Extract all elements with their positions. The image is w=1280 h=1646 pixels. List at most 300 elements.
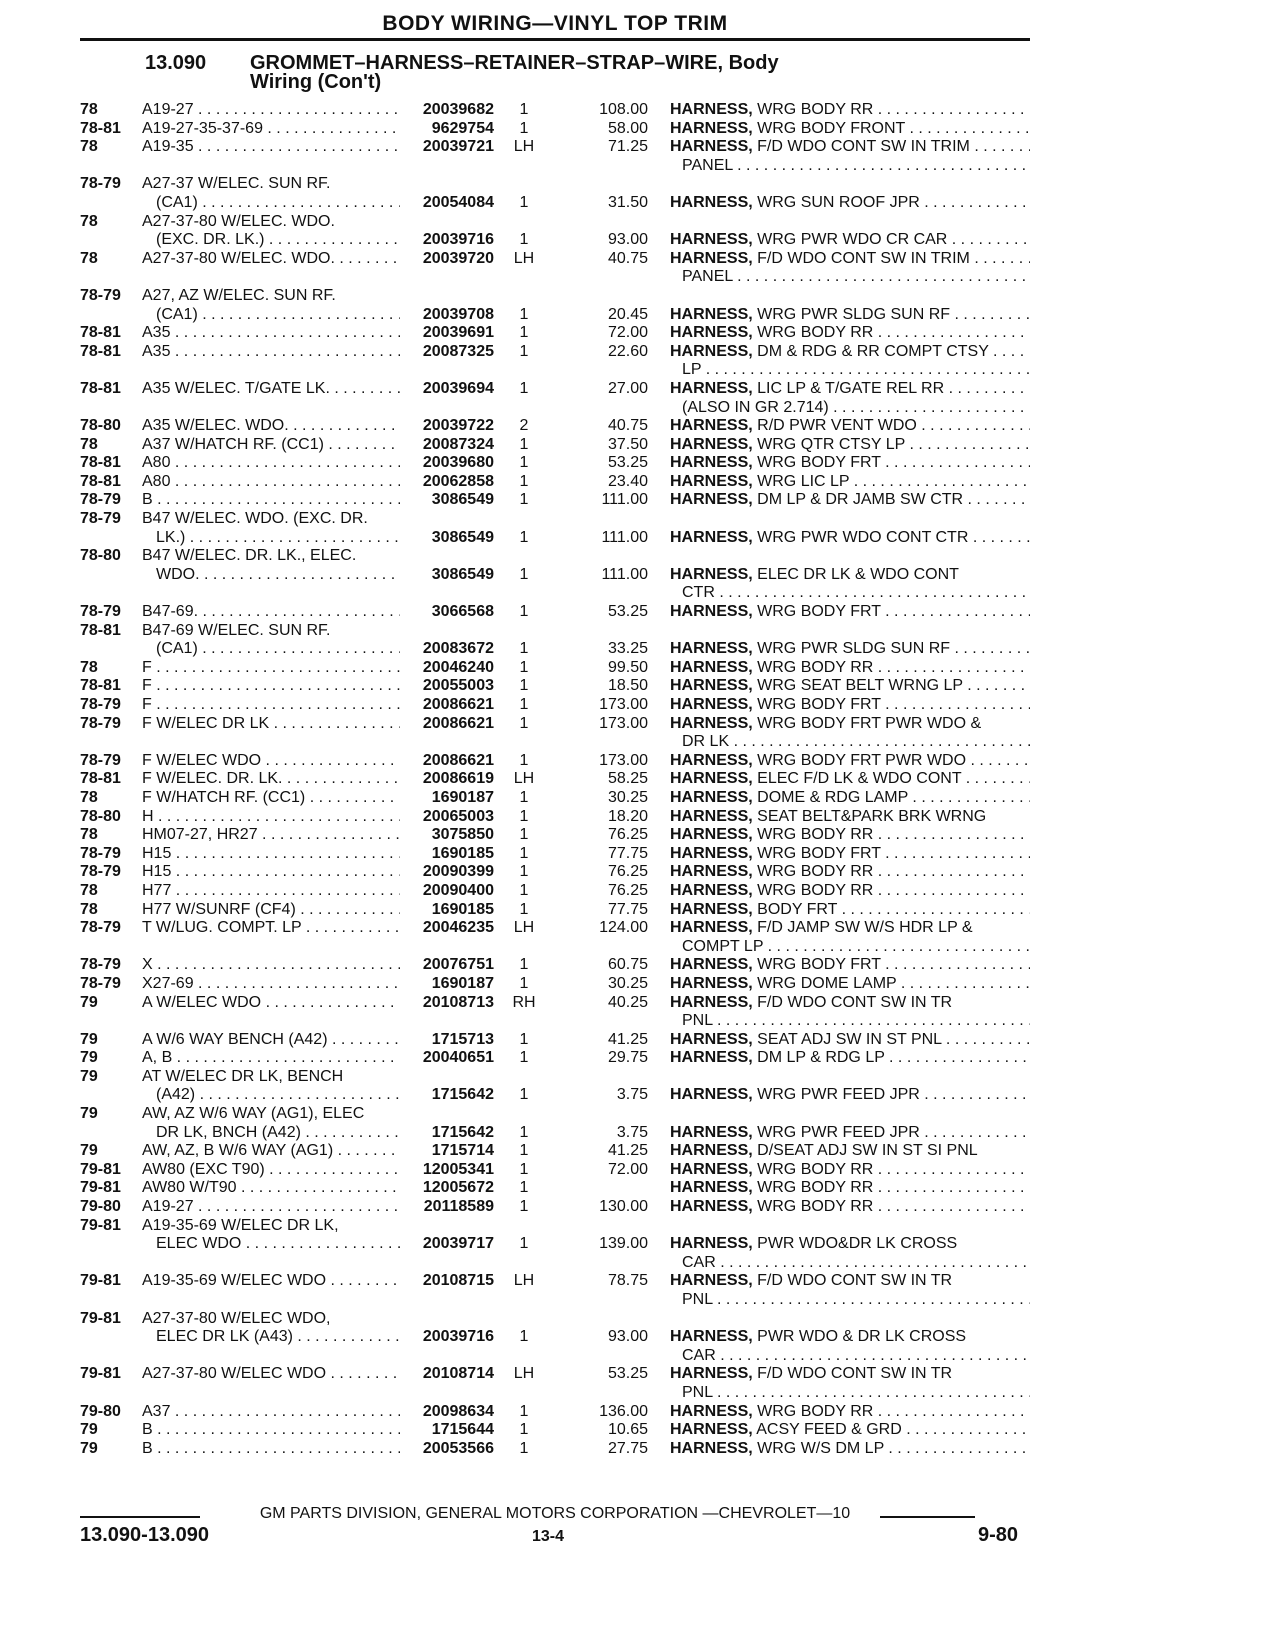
row-price: 108.00 [599,101,648,118]
row-price: 30.25 [607,974,648,992]
row-model: B47-69 W/ELEC. SUN RF. [142,621,331,639]
row-description-text: SEAT BELT&PARK BRK WRNG [757,807,987,825]
row-year: 79-81 [80,1365,121,1383]
row-quantity: 1 [519,324,529,342]
row-model: A27-37 W/ELEC. SUN RF. [142,175,331,193]
row-description-text: CAR [682,1346,716,1364]
row-description [670,956,1030,975]
table-row [80,343,1030,362]
row-price: 76.25 [607,826,648,844]
row-year: 78 [80,881,98,899]
table-row [80,268,1030,287]
row-year: 78-79 [80,491,121,509]
row-description-text: D/SEAT ADJ SW IN ST SI PNL [757,1142,978,1160]
row-part-number: 20046235 [400,919,494,938]
table-row [80,994,1030,1013]
row-quantity: 1 [519,1402,529,1420]
row-price: 130.00 [599,1198,648,1216]
row-quantity: 1 [519,1439,529,1457]
table-row [80,938,1030,957]
row-year: 79 [80,1067,98,1085]
row-description-text: WRG QTR CTSY LP [757,435,906,453]
row-description-head: HARNESS, [670,788,753,806]
table-row [80,1328,1030,1347]
table-row [80,1272,1030,1291]
row-model: ELEC WDO . . . [142,1235,472,1254]
row-model: A27-37-80 W/ELEC WDO . . . [142,1365,472,1384]
table-row [80,138,1030,157]
row-price: 139.00 [599,1235,648,1253]
row-description-text: LIC LP & T/GATE REL RR [757,379,945,397]
row-quantity: 2 [519,417,529,435]
row-description-text: WRG PWR SLDG SUN RF [757,305,951,323]
table-row [80,640,1030,659]
row-model: X . . . [142,956,472,975]
footer-page-number: 13-4 [532,1528,565,1545]
row-price: 53.25 [607,603,648,621]
row-description [670,194,1030,213]
row-year: 78 [80,138,98,156]
row-description [670,752,1030,771]
row-model: A, B . . . [142,1049,472,1068]
row-description [670,1421,1030,1440]
table-row [80,1161,1030,1180]
table-row [80,826,1030,845]
row-description [670,1365,1030,1384]
row-model: F W/ELEC DR LK . . . [142,715,472,734]
row-description [670,1384,1030,1403]
row-description-text: WRG BODY FRT [757,603,881,621]
row-price: 41.25 [607,1142,648,1160]
row-quantity: LH [513,919,535,937]
row-quantity: 1 [519,193,529,211]
row-price: 60.75 [607,956,648,974]
row-quantity: 1 [519,1160,529,1178]
row-price: 30.25 [607,788,648,806]
table-row [80,956,1030,975]
row-model: B . . . [142,491,472,510]
row-part-number: 20054084 [400,194,494,213]
table-row [80,566,1030,585]
row-description [670,603,1030,622]
table-row [80,250,1030,269]
row-year: 78-81 [80,454,121,472]
row-description-text: BODY FRT [757,900,838,918]
table-row [80,696,1030,715]
row-description-text: PANEL [682,156,733,174]
row-model: F W/ELEC. DR. LK. . . . [142,770,472,789]
row-price: 20.45 [607,305,648,323]
row-description-head: HARNESS, [670,770,753,788]
row-price: 41.25 [607,1030,648,1048]
row-model: A27-37-80 W/ELEC WDO, [142,1309,331,1327]
row-quantity: 1 [519,1142,529,1160]
row-price: 124.00 [599,919,648,937]
row-description-head: HARNESS, [670,379,753,397]
row-description [670,1235,1030,1254]
table-row [80,845,1030,864]
row-model: B47 W/ELEC. WDO. (EXC. DR. [142,510,368,528]
row-model: A W/6 WAY BENCH (A42) . . . [142,1031,472,1050]
row-year: 79 [80,1105,98,1123]
row-description-head: HARNESS, [670,1272,753,1290]
row-quantity: 1 [519,900,529,918]
row-description [670,882,1030,901]
row-part-number: 20108714 [400,1365,494,1384]
table-row [80,622,1030,641]
row-price: 29.75 [607,1049,648,1067]
row-description-head: HARNESS, [670,1439,753,1457]
table-row [80,1124,1030,1143]
row-part-number: 20118589 [400,1198,494,1217]
row-quantity: 1 [519,119,529,137]
row-description-text: DM & RDG & RR COMPT CTSY [757,342,989,360]
row-year: 78-79 [80,175,121,193]
row-description [670,268,1030,287]
table-row [80,510,1030,529]
row-description-head: HARNESS, [670,714,753,732]
row-year: 78-81 [80,324,121,342]
row-model: AW, AZ, B W/6 WAY (AG1) . . . [142,1142,472,1161]
row-quantity: 1 [519,231,529,249]
row-description-text: F/D WDO CONT SW IN TR [757,1365,953,1383]
row-description [670,417,1030,436]
row-description-text: WRG BODY FRT PWR WDO & [757,714,982,732]
row-description [670,454,1030,473]
row-quantity: RH [512,993,536,1011]
row-model: (CA1) . . . [142,640,472,659]
row-part-number: 20039691 [400,324,494,343]
row-description-head: HARNESS, [670,1235,753,1253]
table-row [80,1049,1030,1068]
row-description-head: HARNESS, [670,472,753,490]
row-part-number: 20108713 [400,994,494,1013]
row-description [670,1142,1030,1161]
row-model: F . . . [142,677,472,696]
row-price: 3.75 [616,1086,648,1104]
table-row [80,547,1030,566]
row-description-head: HARNESS, [670,919,753,937]
row-description-head: HARNESS, [670,1142,753,1160]
row-year: 78-81 [80,621,121,639]
table-row [80,863,1030,882]
row-model: H . . . [142,808,472,827]
row-price: 136.00 [599,1402,648,1420]
row-description [670,659,1030,678]
row-description-head: HARNESS, [670,677,753,695]
row-quantity: 1 [519,472,529,490]
row-description-text: WRG BODY FRT [757,956,881,974]
row-description-head: HARNESS, [670,417,753,435]
row-year: 78-79 [80,844,121,862]
row-year: 78-81 [80,472,121,490]
row-description [670,584,1030,603]
row-quantity: 1 [519,658,529,676]
row-description [670,138,1030,157]
table-row [80,1440,1030,1459]
row-description-head: HARNESS, [670,1421,753,1439]
row-description [670,1291,1030,1310]
row-model: F W/HATCH RF. (CC1) . . . [142,789,472,808]
row-description-head: HARNESS, [670,993,753,1011]
row-quantity: 1 [519,1049,529,1067]
row-part-number: 20039720 [400,250,494,269]
row-description [670,1179,1030,1198]
row-description-text: PNL [682,1291,713,1308]
row-description-head: HARNESS, [670,454,753,472]
row-description-text: WRG SEAT BELT WRNG LP [757,677,963,695]
row-model: (A42) . . . [142,1086,472,1105]
row-part-number: 20086621 [400,715,494,734]
table-row [80,603,1030,622]
row-price: 31.50 [607,193,648,211]
row-description-head: HARNESS, [670,1402,753,1420]
table-row [80,101,1030,120]
row-description [670,157,1030,176]
row-description [670,901,1030,920]
row-description-head: HARNESS, [670,1123,753,1141]
row-price: 76.25 [607,881,648,899]
row-year: 79 [80,993,98,1011]
page-header: BODY WIRING—VINYL TOP TRIM [80,12,1030,41]
row-quantity: 1 [519,1030,529,1048]
row-description-text: WRG BODY RR [757,1198,874,1216]
row-price: 173.00 [599,714,648,732]
row-description [670,343,1030,362]
row-description [670,120,1030,139]
row-part-number: 3086549 [400,566,494,585]
row-description-text: ACSY FEED & GRD [756,1421,902,1439]
row-part-number: 20090400 [400,882,494,901]
row-description [670,733,1030,752]
row-year: 78-79 [80,286,121,304]
table-row [80,659,1030,678]
row-description-head: HARNESS, [670,603,753,621]
row-description [670,1086,1030,1105]
row-year: 79 [80,1142,98,1160]
row-part-number: 20062858 [400,473,494,492]
row-description [670,436,1030,455]
row-description [670,808,1030,827]
row-description-head: HARNESS, [670,119,753,137]
row-quantity: 1 [519,881,529,899]
row-description [670,491,1030,510]
table-row [80,231,1030,250]
row-quantity: 1 [519,1086,529,1104]
table-row [80,306,1030,325]
row-part-number: 3075850 [400,826,494,845]
row-quantity: 1 [519,1421,529,1439]
row-description [670,1031,1030,1050]
row-price: 10.65 [607,1421,648,1439]
row-price: 77.75 [607,844,648,862]
row-price: 22.60 [607,342,648,360]
row-model: A80 . . . [142,454,472,473]
row-description [670,473,1030,492]
table-row [80,1403,1030,1422]
row-description [670,677,1030,696]
footer-date: 9-80 [978,1524,1019,1546]
table-row [80,770,1030,789]
row-model: AW80 W/T90 . . . [142,1179,472,1198]
row-description-head: HARNESS, [670,1179,753,1197]
row-description [670,231,1030,250]
row-quantity: 1 [519,342,529,360]
table-row [80,1365,1030,1384]
row-model: (CA1) . . . [142,194,472,213]
row-quantity: 1 [519,603,529,621]
row-price: 37.50 [607,435,648,453]
row-part-number: 20065003 [400,808,494,827]
row-part-number: 3086549 [400,529,494,548]
row-model: LK.) . . . [142,529,472,548]
row-price: 27.00 [607,379,648,397]
row-description-text: ELEC F/D LK & WDO CONT [757,770,962,788]
row-price: 99.50 [607,658,648,676]
row-part-number: 1715714 [400,1142,494,1161]
table-row [80,1347,1030,1366]
row-description-head: HARNESS, [670,1030,753,1048]
row-quantity: 1 [519,1179,529,1197]
row-year: 79 [80,1049,98,1067]
row-description-text: DM LP & DR JAMB SW CTR [757,491,964,509]
table-row [80,361,1030,380]
row-description [670,1124,1030,1143]
table-row [80,399,1030,418]
row-year: 78 [80,788,98,806]
row-description [670,399,1030,418]
row-price: 72.00 [607,324,648,342]
row-description-text: WRG BODY FRONT [757,119,905,137]
table-row [80,287,1030,306]
section-number: 13.090 [145,52,207,74]
table-row [80,1012,1030,1031]
row-model: H15 . . . [142,863,472,882]
row-price: 76.25 [607,863,648,881]
row-description-head: HARNESS, [670,1365,753,1383]
row-description-head: HARNESS, [670,658,753,676]
row-model: B47 W/ELEC. DR. LK., ELEC. [142,547,357,565]
row-model: B . . . [142,1421,472,1440]
row-model: AW, AZ W/6 WAY (AG1), ELEC [142,1105,365,1123]
row-description [670,770,1030,789]
row-description-text: LP [682,361,702,379]
row-description-head: HARNESS, [670,844,753,862]
row-description-head: HARNESS, [670,900,753,918]
table-row [80,1384,1030,1403]
row-price: 93.00 [607,231,648,249]
row-part-number: 20039717 [400,1235,494,1254]
row-description-text: WRG BODY RR [757,863,874,881]
row-quantity: 1 [519,751,529,769]
row-quantity: 1 [519,1328,529,1346]
row-model: T W/LUG. COMPT. LP . . . [142,919,472,938]
row-price: 93.00 [607,1328,648,1346]
row-part-number: 1715642 [400,1124,494,1143]
row-quantity: 1 [519,788,529,806]
row-quantity: LH [513,138,535,156]
row-year: 79-80 [80,1198,121,1216]
row-year: 78-79 [80,919,121,937]
table-row [80,677,1030,696]
section-title [145,54,779,92]
row-price: 18.20 [607,807,648,825]
row-year: 78 [80,826,98,844]
row-description-text: WRG BODY FRT [757,844,881,862]
row-part-number: 12005672 [400,1179,494,1198]
row-description-text: WRG W/S DM LP [757,1439,884,1457]
row-year: 78 [80,658,98,676]
table-row [80,1142,1030,1161]
row-description-text: ELEC DR LK & WDO CONT [757,565,959,583]
row-quantity: 1 [519,956,529,974]
row-part-number: 20040651 [400,1049,494,1068]
row-part-number: 20039722 [400,417,494,436]
row-description [670,696,1030,715]
row-description-head: HARNESS, [670,528,753,546]
row-model: A19-35-69 W/ELEC DR LK, [142,1216,339,1234]
row-description-text: DOME & RDG LAMP [757,788,908,806]
row-part-number: 1690185 [400,845,494,864]
row-part-number: 3086549 [400,491,494,510]
row-model: A35 . . . [142,324,472,343]
row-description-text: WRG BODY FRT PWR WDO [757,751,967,769]
row-description-head: HARNESS, [670,863,753,881]
row-description-head: HARNESS, [670,101,753,118]
row-description-head: HARNESS, [670,696,753,713]
table-row [80,1198,1030,1217]
row-model: X27-69 . . . [142,975,472,994]
row-price: 27.75 [607,1439,648,1457]
row-description-text: PWR WDO&DR LK CROSS [757,1235,958,1253]
row-part-number: 20098634 [400,1403,494,1422]
row-description [670,1161,1030,1180]
row-year: 78-79 [80,863,121,881]
row-description [670,250,1030,269]
table-row [80,1421,1030,1440]
row-description-head: HARNESS, [670,565,753,583]
row-model: F . . . [142,659,472,678]
row-part-number: 20086619 [400,770,494,789]
row-description-head: HARNESS, [670,751,753,769]
row-quantity: 1 [519,565,529,583]
row-price: 72.00 [607,1160,648,1178]
row-description-text: DR LK [682,733,730,751]
row-part-number: 20039708 [400,306,494,325]
row-description [670,1254,1030,1273]
row-description-head: HARNESS, [670,826,753,844]
row-part-number: 20039682 [400,101,494,120]
row-model: A19-27 . . . [142,101,472,120]
row-year: 79 [80,1030,98,1048]
row-quantity: 1 [519,826,529,844]
row-part-number: 1715713 [400,1031,494,1050]
row-description-head: HARNESS, [670,1160,753,1178]
table-row [80,752,1030,771]
row-model: WDO. . . . [142,566,472,585]
row-model: A37 . . . [142,1403,472,1422]
row-part-number: 1715644 [400,1421,494,1440]
row-description [670,361,1030,380]
row-quantity: 1 [519,101,529,118]
row-price: 40.75 [607,249,648,267]
row-description-text: R/D PWR VENT WDO [757,417,917,435]
row-model: A27-37-80 W/ELEC. WDO. . . . [142,250,472,269]
row-model: A19-27-35-37-69 . . . [142,120,472,139]
row-description [670,789,1030,808]
row-description-text: WRG BODY RR [757,826,874,844]
row-description-text: F/D WDO CONT SW IN TRIM [757,138,970,156]
